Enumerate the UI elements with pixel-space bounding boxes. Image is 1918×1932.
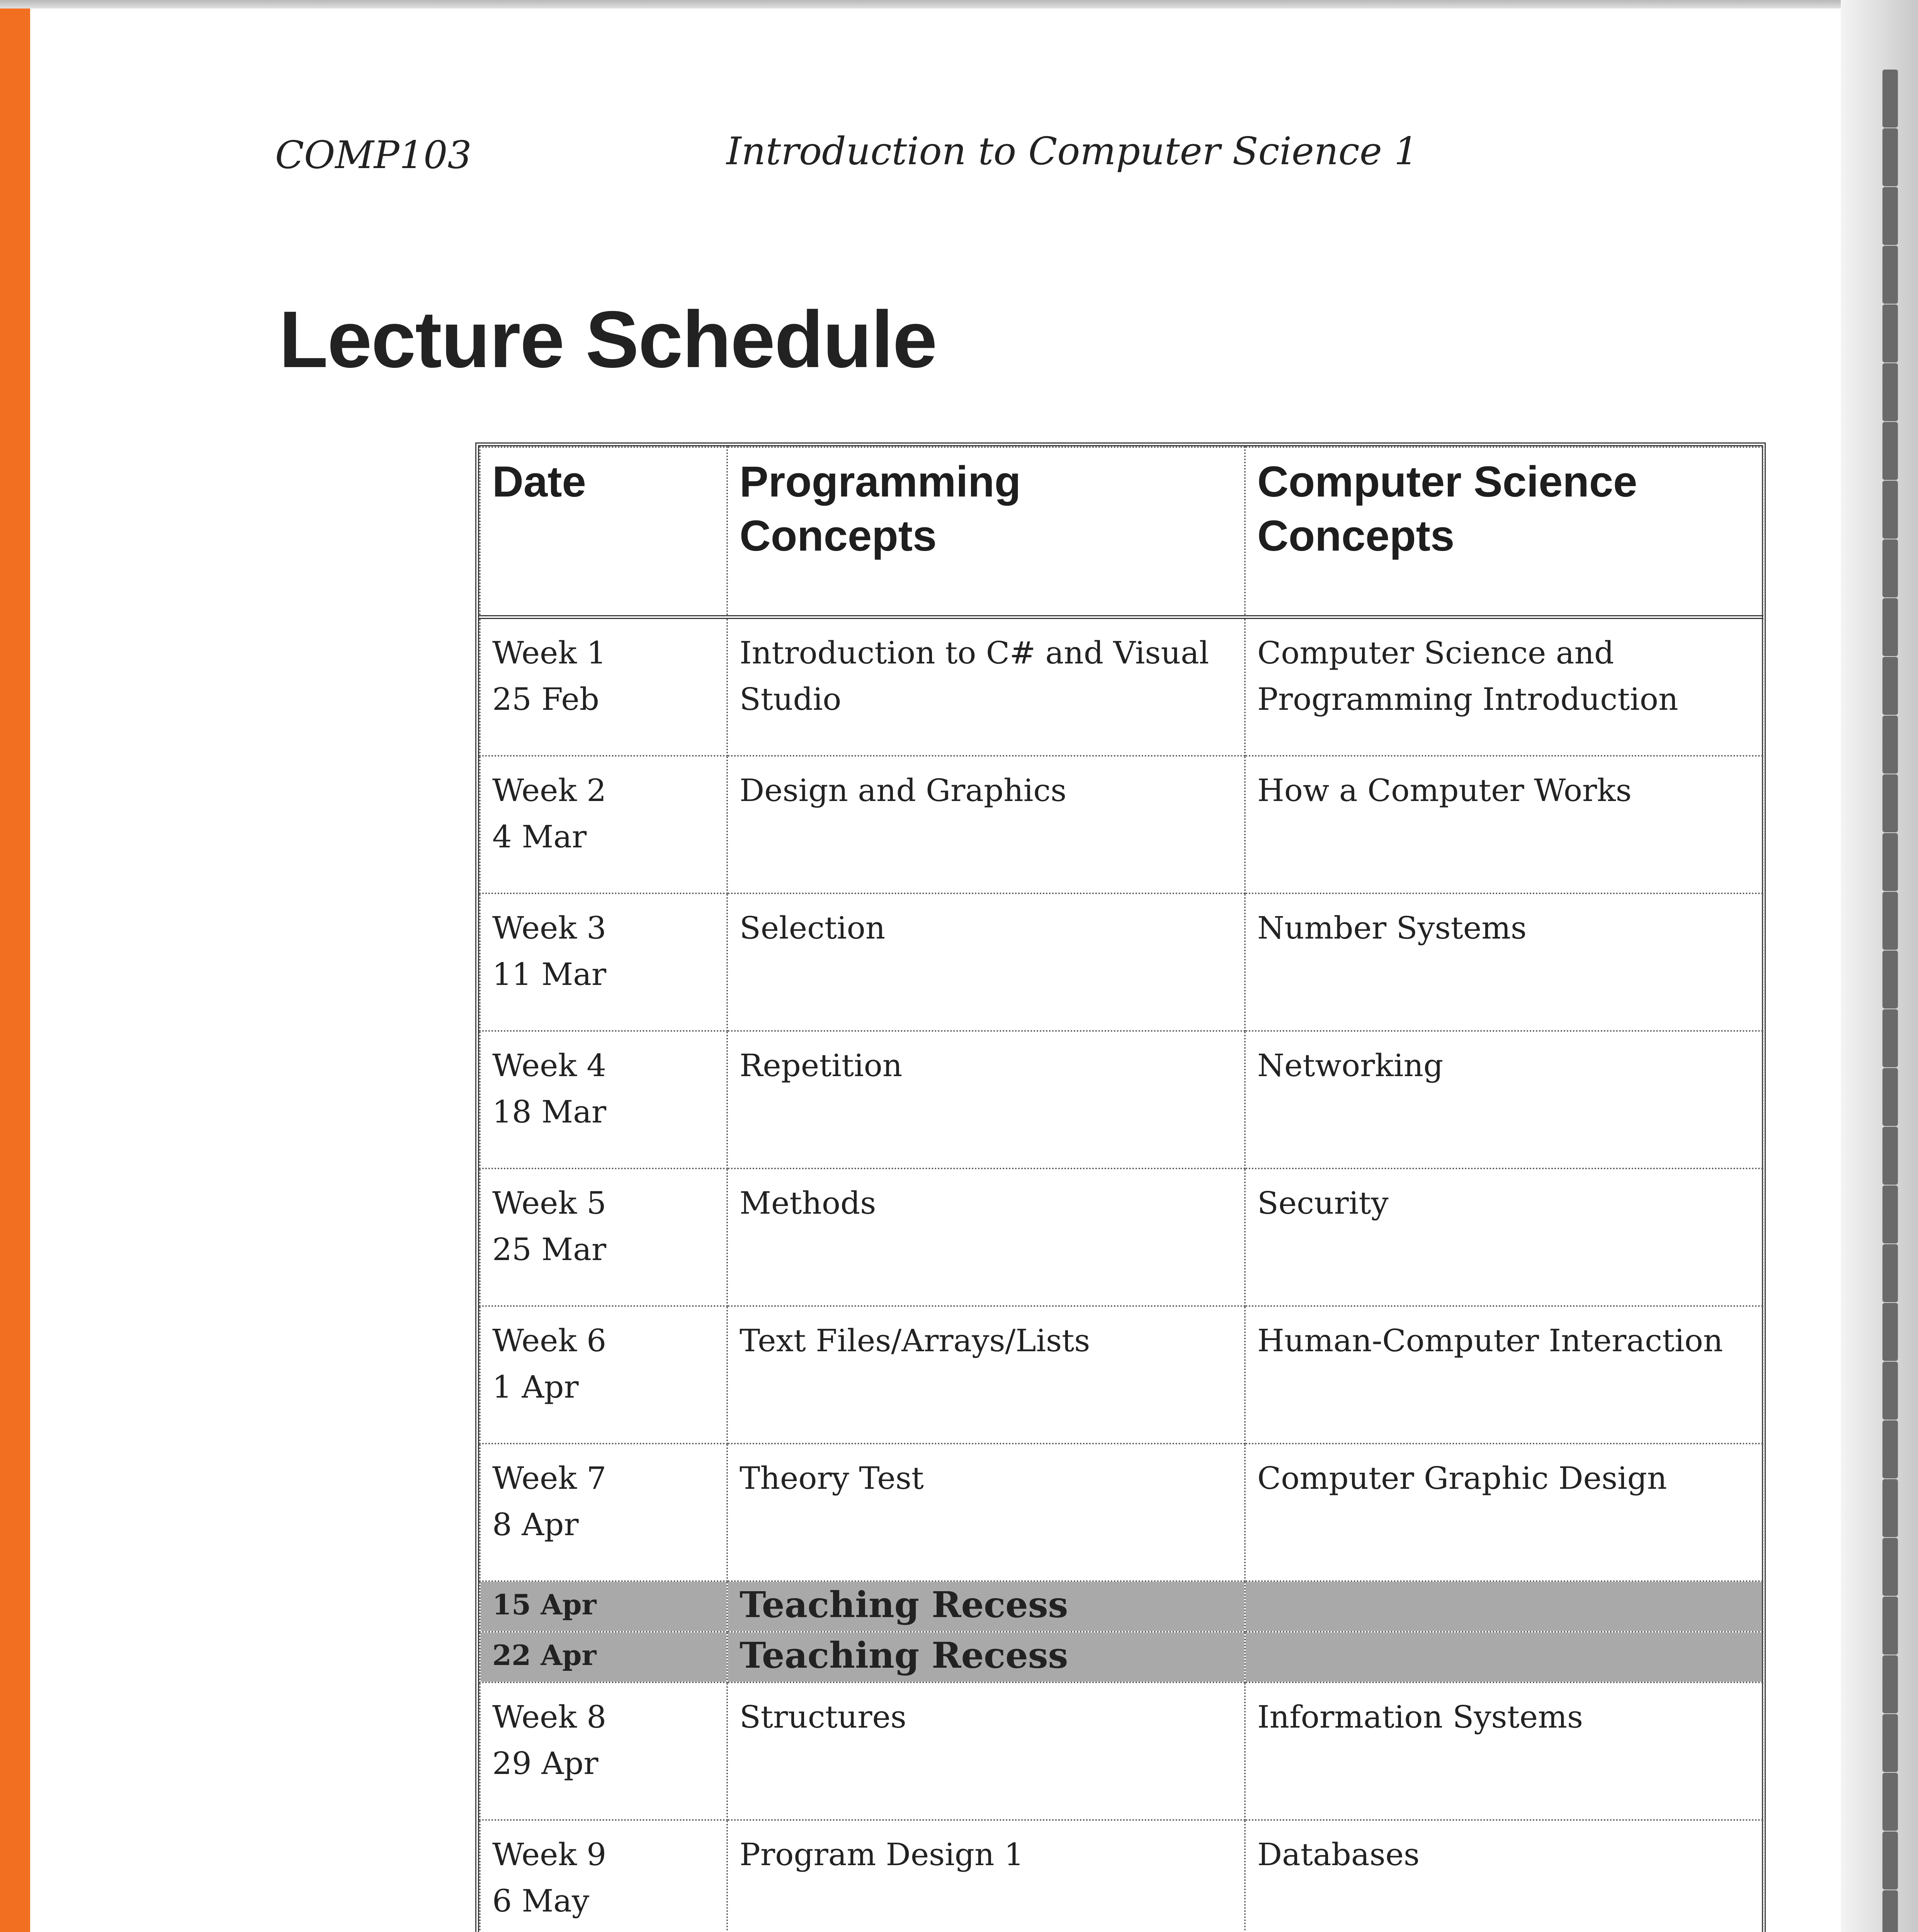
date-label: 4 Mar: [492, 819, 587, 855]
cs-cell: [1245, 1581, 1763, 1632]
date-label: 6 May: [492, 1883, 590, 1919]
programming-topic: Selection: [740, 910, 886, 946]
cs-topic: Databases: [1257, 1836, 1420, 1872]
week-label: Week 2: [492, 772, 607, 809]
programming-topic: Theory Test: [740, 1460, 924, 1497]
binding-hole: [1882, 1479, 1898, 1537]
programming-topic: Design and Graphics: [740, 772, 1067, 809]
programming-cell: [727, 756, 1245, 893]
table-row: [480, 1168, 1763, 1306]
cs-topic: How a Computer Works: [1257, 772, 1632, 809]
programming-topic: Text Files/Arrays/Lists: [740, 1323, 1090, 1359]
date-label: 8 Apr: [492, 1507, 579, 1543]
date-cell: [480, 756, 727, 893]
week-label: Week 5: [492, 1185, 607, 1221]
date-cell: [480, 1168, 727, 1306]
orange-page-edge: [0, 0, 30, 1932]
date-label: 11 Mar: [492, 956, 607, 993]
programming-cell: [727, 1444, 1245, 1581]
week-label: Week 1: [492, 635, 607, 671]
date-cell: [480, 1444, 727, 1581]
binding-hole: [1882, 1244, 1898, 1302]
date-cell: 22 Apr: [480, 1632, 727, 1682]
date-cell: [480, 1031, 727, 1168]
binding-hole: [1882, 1303, 1898, 1361]
table-row: [480, 756, 1763, 893]
cs-cell: [1245, 1820, 1763, 1932]
table-header-row: [480, 447, 1763, 617]
programming-topic: Program Design 1: [740, 1836, 1024, 1872]
programming-topic: Introduction to C# and Visual: [740, 635, 1209, 671]
spiral-binding: [1882, 70, 1903, 1932]
date-cell: [480, 893, 727, 1031]
column-header-line: Computer Science: [1257, 457, 1637, 506]
cs-cell: [1245, 1444, 1763, 1581]
binding-hole: [1882, 892, 1898, 950]
binding-hole: [1882, 1655, 1898, 1713]
date-label: 18 Mar: [492, 1094, 607, 1130]
cs-cell: [1245, 1031, 1763, 1168]
binding-hole: [1882, 1362, 1898, 1420]
cs-cell: [1245, 893, 1763, 1031]
binding-hole: [1882, 716, 1898, 774]
column-header-programming-concepts: [727, 447, 1245, 617]
date-cell: [480, 1306, 727, 1444]
week-label: Week 6: [492, 1323, 607, 1359]
cs-cell: [1245, 1306, 1763, 1444]
column-header-line: Concepts: [1257, 512, 1455, 560]
programming-cell: [727, 1820, 1245, 1932]
week-label: Week 4: [492, 1048, 607, 1084]
column-header-date: [480, 447, 727, 617]
programming-topic: Studio: [740, 681, 842, 717]
binding-hole: [1882, 1009, 1898, 1067]
programming-cell: Teaching Recess: [727, 1581, 1245, 1632]
cs-topic: Computer Graphic Design: [1257, 1460, 1667, 1497]
recess-row: [480, 1581, 1763, 1632]
recess-row: [480, 1632, 1763, 1682]
binding-hole: [1882, 187, 1898, 245]
binding-hole: [1882, 128, 1898, 186]
cs-cell: [1245, 1632, 1763, 1682]
week-label: Week 9: [492, 1836, 607, 1872]
binding-hole: [1882, 951, 1898, 1009]
binding-hole: [1882, 70, 1898, 128]
cs-cell: [1245, 1682, 1763, 1820]
programming-cell: [727, 1682, 1245, 1820]
date-label: 1 Apr: [492, 1369, 579, 1405]
binding-hole: [1882, 833, 1898, 891]
cs-topic: Security: [1257, 1185, 1389, 1221]
binding-hole: [1882, 246, 1898, 304]
binding-hole: [1882, 1597, 1898, 1655]
programming-cell: Teaching Recess: [727, 1632, 1245, 1682]
binding-hole: [1882, 657, 1898, 715]
week-label: Week 8: [492, 1699, 607, 1735]
cs-topic: Programming Introduction: [1257, 681, 1678, 717]
course-name: Introduction to Computer Science 1: [726, 129, 1418, 173]
date-cell: [480, 1682, 727, 1820]
cs-cell: [1245, 617, 1763, 756]
binding-hole: [1882, 1185, 1898, 1243]
binding-hole: [1882, 1538, 1898, 1596]
cs-cell: [1245, 1168, 1763, 1306]
binding-hole: [1882, 1420, 1898, 1478]
lecture-schedule-table: [475, 442, 1766, 1932]
table-row: [480, 893, 1763, 1031]
programming-topic: Methods: [740, 1185, 876, 1221]
week-label: Week 3: [492, 910, 607, 946]
column-header-cs-concepts: [1245, 447, 1763, 617]
table-row: [480, 617, 1763, 756]
binding-hole: [1882, 363, 1898, 421]
column-header-line: Concepts: [740, 512, 937, 560]
cs-topic: Number Systems: [1257, 910, 1527, 946]
table-row: [480, 1444, 1763, 1581]
binding-hole: [1882, 422, 1898, 480]
cs-topic: Networking: [1257, 1048, 1444, 1084]
binding-hole: [1882, 1773, 1898, 1831]
table-row: [480, 1820, 1763, 1932]
course-code: COMP103: [275, 133, 472, 177]
programming-cell: [727, 1031, 1245, 1168]
binding-hole: [1882, 481, 1898, 539]
binding-hole: [1882, 598, 1898, 656]
binding-shadow: [1841, 0, 1918, 1932]
programming-cell: [727, 893, 1245, 1031]
programming-topic: Structures: [740, 1699, 906, 1735]
binding-hole: [1882, 1714, 1898, 1772]
cs-topic: Human-Computer Interaction: [1257, 1323, 1723, 1359]
table-row: [480, 1306, 1763, 1444]
date-label: 25 Feb: [492, 681, 599, 717]
binding-hole: [1882, 1832, 1898, 1889]
page-title: Lecture Schedule: [279, 295, 937, 384]
date-label: 29 Apr: [492, 1745, 599, 1781]
programming-cell: [727, 1168, 1245, 1306]
binding-hole: [1882, 304, 1898, 362]
table-row: [480, 1031, 1763, 1168]
date-label: 25 Mar: [492, 1231, 607, 1268]
binding-hole: [1882, 774, 1898, 832]
programming-cell: [727, 1306, 1245, 1444]
date-cell: [480, 617, 727, 756]
top-page-edge: [0, 0, 1918, 9]
table-row: [480, 1682, 1763, 1820]
binding-hole: [1882, 1890, 1898, 1932]
date-cell: [480, 1820, 727, 1932]
cs-topic: Information Systems: [1257, 1699, 1583, 1735]
week-label: Week 7: [492, 1460, 607, 1497]
cs-topic: Computer Science and: [1257, 635, 1614, 671]
cs-cell: [1245, 756, 1763, 893]
column-header-line: Programming: [740, 457, 1021, 506]
binding-hole: [1882, 1068, 1898, 1126]
binding-hole: [1882, 1127, 1898, 1185]
binding-hole: [1882, 539, 1898, 597]
programming-topic: Repetition: [740, 1048, 903, 1084]
programming-cell: [727, 617, 1245, 756]
column-header-line: Date: [492, 457, 586, 506]
date-cell: 15 Apr: [480, 1581, 727, 1632]
